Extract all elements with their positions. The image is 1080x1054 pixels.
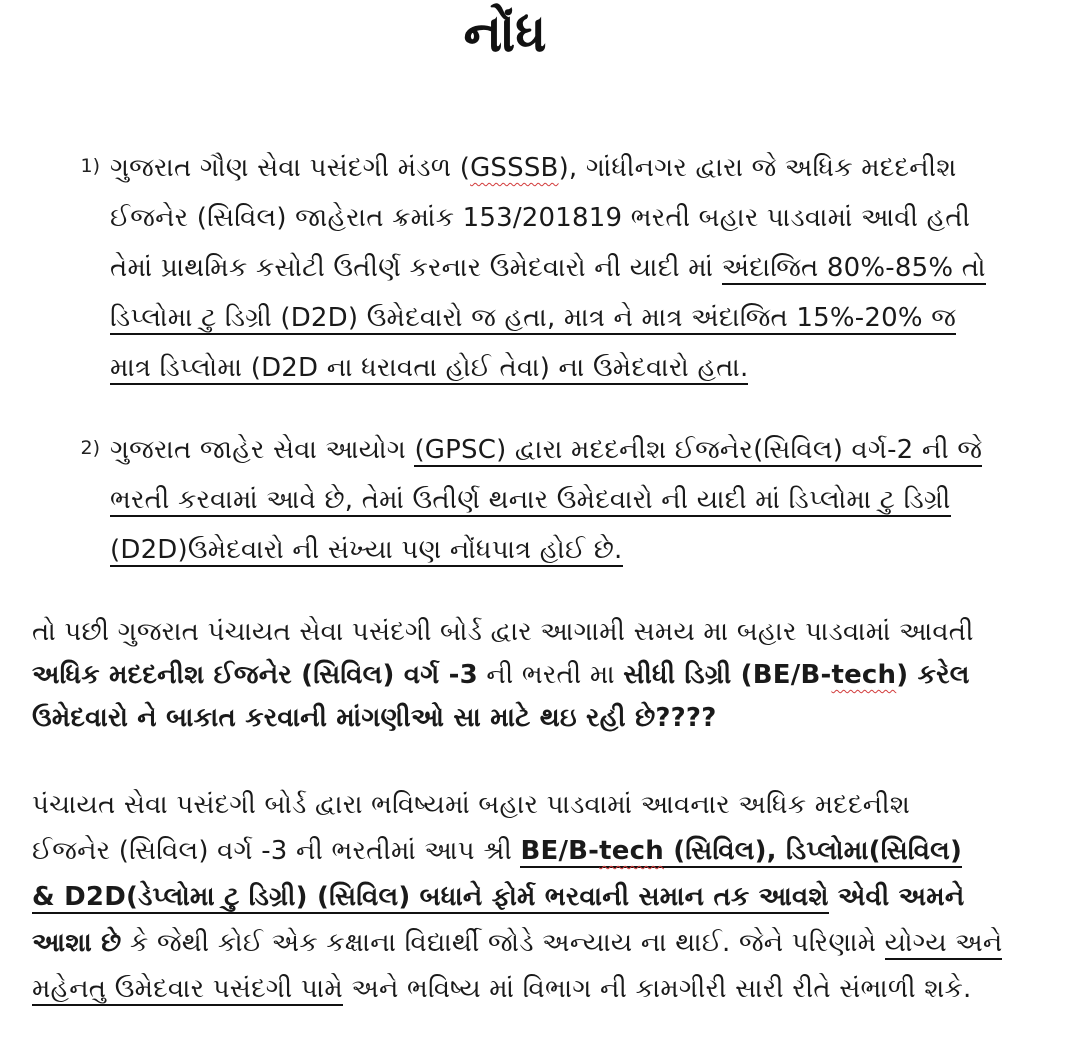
bold-underlined-text: tech — [599, 836, 664, 866]
bold-text: ઉમેદવારો ને બાકાત કરવાની માંગણીઓ સા માટે થઇ રહી છે???? — [32, 703, 717, 733]
underlined-text: (GPSC) દ્વારા મદદનીશ ઈજનેર(સિવિલ) વર્ગ-2 ની જે — [414, 435, 983, 465]
underlined-text: (D2D)ઉમેદવારો ની સંખ્યા પણ નોંધપાત્ર હોઈ છે. — [110, 535, 623, 565]
text-run: GSSSB — [470, 153, 559, 183]
underlined-text: ભરતી કરવામાં આવે છે, તેમાં ઉતીર્ણ થનાર ઉમેદવારો ની યાદી માં ડિપ્લોમા ટુ ડિગ્રી — [110, 485, 951, 515]
text-line — [110, 245, 1040, 295]
text-line — [110, 527, 1040, 577]
bold-text: tech — [831, 660, 897, 690]
list-item-number: 1) — [80, 155, 100, 177]
underlined-text: મહેનતુ ઉમેદવાર પસંદગી પામે — [32, 974, 343, 1004]
text-line — [32, 875, 1042, 921]
text-run: ગુજરાત જાહેર સેવા આયોગ — [110, 435, 415, 465]
text-line: ઈજનેર (સિવિલ) જાહેરાત ક્રમાંક 153/201819 ભરતી બહાર પાડવામાં આવી હતી — [110, 203, 971, 233]
bold-underlined-text: & D2D(ડેપ્લોમા ટુ ડિગ્રી) (સિવિલ) બધાને ફોર્મ ભરવાની સમાન તક આવશે — [32, 882, 829, 912]
bold-underlined-text: (સિવિલ), ડિપ્લોમા(સિવિલ) — [663, 836, 963, 866]
text-line — [32, 921, 1042, 967]
bold-text: આશા છે — [32, 928, 122, 958]
underlined-text: અંદાજિત 80%-85% તો — [721, 253, 986, 283]
bold-text: એવી અમને — [828, 882, 965, 912]
list-item-text — [110, 145, 1040, 395]
list-item-text — [110, 427, 1040, 577]
text-run: ), ગાંધીનગર દ્વારા જે અધિક મદદનીશ — [558, 153, 957, 183]
paragraph — [32, 783, 1042, 1013]
text-run: કે જેથી કોઈ એક કક્ષાના વિદ્યાર્થી જોડે અન્યાય ના થાઈ. જેને પરિણામે — [121, 928, 885, 958]
text-line — [32, 967, 1042, 1013]
text-run: અને ભવિષ્ય માં વિભાગ ની કામગીરી સારી રીતે સંભાળી શકે. — [342, 974, 972, 1004]
list-item-number: 2) — [80, 437, 100, 459]
text-line — [32, 697, 1042, 740]
underlined-text: માત્ર ડિપ્લોમા (D2D ના ધરાવતા હોઈ તેવા) ના ઉમેદવારો હતા. — [110, 353, 749, 383]
text-line — [32, 654, 1042, 697]
underlined-text: યોગ્ય અને — [884, 928, 1003, 958]
text-run: તેમાં પ્રાથમિક કસોટી ઉતીર્ણ કરનાર ઉમેદવારો ની યાદી માં — [110, 253, 722, 283]
text-line — [110, 295, 1040, 345]
text-line: પંચાયત સેવા પસંદગી બોર્ડ દ્વારા ભવિષ્યમાં બહાર પાડવામાં આવનાર અધિક મદદનીશ — [32, 790, 911, 820]
paragraph — [32, 611, 1042, 740]
text-run: ગુજરાત ગૌણ સેવા પસંદગી મંડળ ( — [110, 153, 471, 183]
bold-underlined-text: BE/B- — [520, 836, 600, 866]
bold-text: સીધી ડિગ્રી (BE/B- — [623, 660, 832, 690]
bold-text: અધિક મદદનીશ ઈજનેર (સિવિલ) વર્ગ -3 — [32, 660, 478, 690]
bold-text: ) કરેલ — [896, 660, 970, 690]
text-run: ની ભરતી મા — [477, 660, 624, 690]
text-line — [110, 345, 1040, 395]
text-line — [110, 477, 1040, 527]
text-line: તો પછી ગુજરાત પંચાયત સેવા પસંદગી બોર્ડ દ્વાર આગામી સમય મા બહાર પાડવામાં આવતી — [32, 617, 974, 647]
text-line — [32, 829, 1042, 875]
underlined-text: ડિપ્લોમા ટુ ડિગ્રી (D2D) ઉમેદવારો જ હતા, માત્ર ને માત્ર અંદાજિત 15%-20% જ — [110, 303, 957, 333]
text-run: ઈજનેર (સિવિલ) વર્ગ -3 ની ભરતીમાં આપ શ્રી — [32, 836, 521, 866]
text-line — [110, 145, 1040, 195]
page-title: નોંધ — [463, 4, 547, 64]
text-line — [110, 427, 1040, 477]
